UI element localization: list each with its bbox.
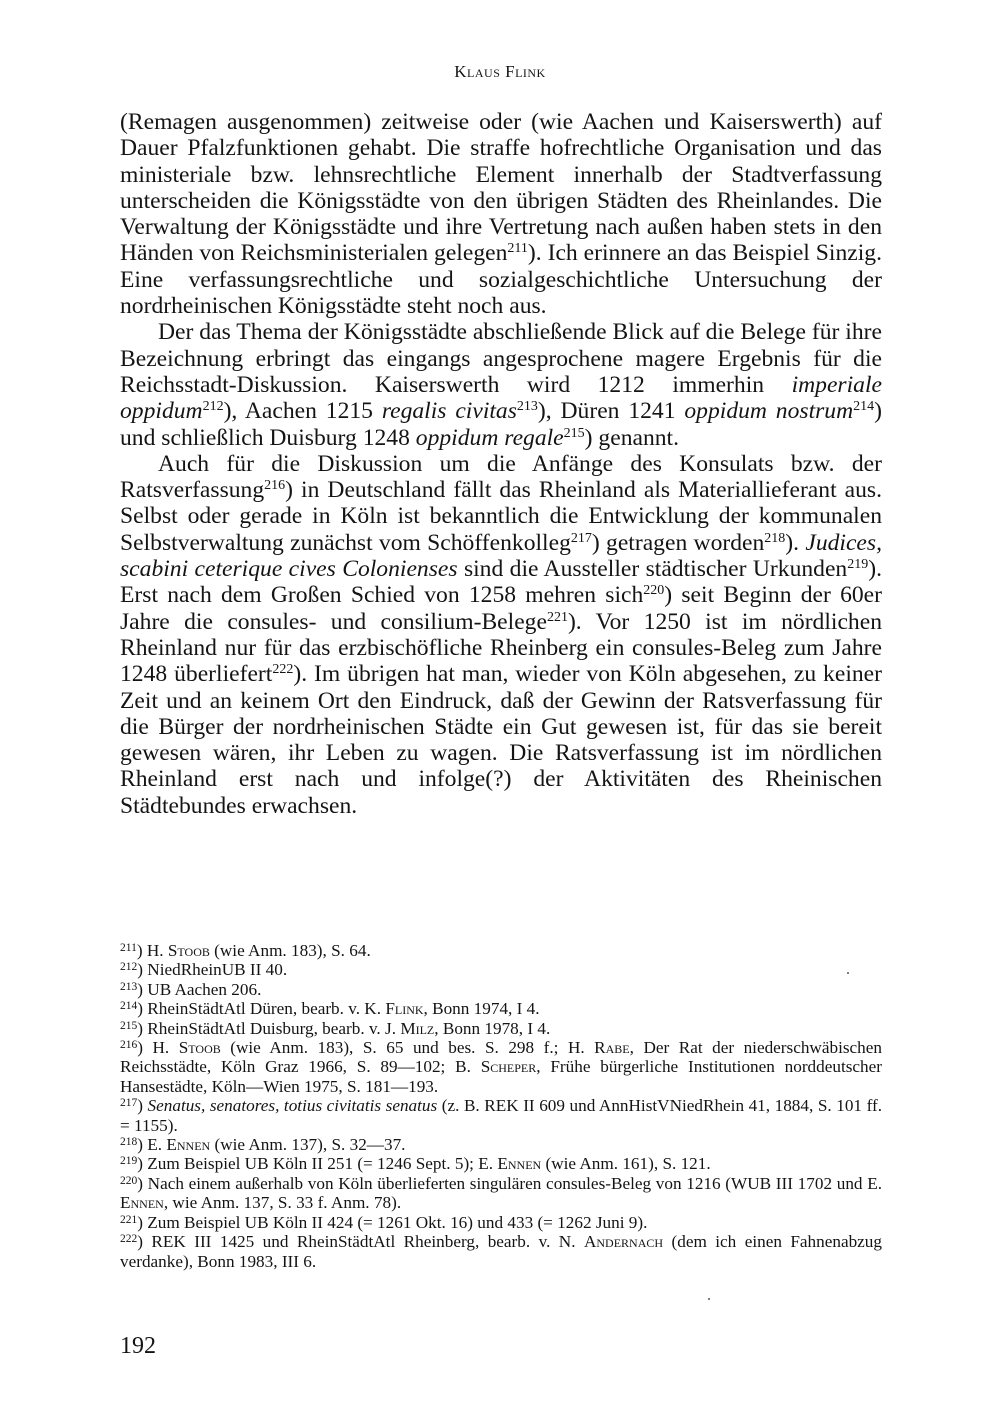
text-run: ). Ich erinnere an das Beispiel Sinzig. Eine verfassungsrechtliche und sozialgeschichtliche Untersuchung der nordrheinischen Königsstädte steht noch aus. [120, 240, 882, 320]
footnote-217: $^{217}$) Senatus, senatores, totius civitatis senatus (z. B. REK II 609 und AnnHistVNiedRhein 41, 1884, S. 101 ff. = 1155). [120, 1096, 883, 1135]
footnote-218: $^{218}$) E. Ennen (wie Anm. 137), S. 32—37. [120, 1135, 406, 1155]
latin-term: Senatus, senatores, totius civitatis senatus [147, 1096, 438, 1116]
footnote-216: $^{216}$) H. Stoob (wie Anm. 183), S. 65 und bes. S. 298 f.; H. Rabe, Der Rat der niederschwäbischen Reichsstädte, Köln Graz 1966, S. 89—102; B. Scheper, Frühe bürgerliche Institutionen norddeutscher Hansestädte, Köln—Wien 1975, S. 181—193. [120, 1038, 883, 1096]
footnote-ref-211[interactable]: 211 [507, 241, 528, 257]
text-run: ) und schließlich Duisburg 1248 [120, 398, 883, 451]
footnote-221: $^{221}$) Zum Beispiel UB Köln II 424 (= 1261 Okt. 16) und 433 (= 1262 Juni 9). [120, 1212, 648, 1232]
text-run: ) genannt. [584, 424, 680, 451]
text-run: (Remagen ausgenommen) zeitweise oder (wie Aachen und Kaiserswerth) auf Dauer Pfalzfunktionen gehabt. Die straffe hofrechtliche Organisation und das ministeriale bzw. lehnsrechtliche Element innerhalb der Stadtverfassung unterscheiden die Königsstädte von den übrigen Städten des Rheinlandes. Die Verwaltung der Königsstädte und ihre Vertretung nach außen haben stets in den Händen von Reichsministerialen gelegen [120, 109, 882, 267]
author-name: Andernach [583, 1232, 664, 1252]
footnotes [120, 941, 882, 1271]
footnote-213: $^{213}$) UB Aachen 206. [120, 979, 262, 999]
footnote-number: 211 [120, 942, 137, 954]
text-run: ), Aachen 1215 [223, 398, 382, 425]
footnote-ref-219[interactable]: 219 [847, 557, 869, 573]
footnote-211: $^{211}$) H. Stoob (wie Anm. 183), S. 64. [120, 941, 371, 960]
footnote-text: RheinStädtAtl Duisburg, bearb. v. J. [147, 1018, 401, 1038]
footnote-text: (dem ich einen Fahnenabzug verdanke), Bonn 1983, III 6. [120, 1232, 882, 1271]
latin-term: imperiale oppidum [120, 371, 882, 425]
footnote-ref-220[interactable]: 220 [643, 583, 665, 599]
text-run: Auch für die Diskussion um die Anfänge des Konsulats bzw. der Ratsverfassung [120, 450, 882, 504]
text-run: ) getragen worden [591, 529, 765, 556]
footnote-number: 217 [120, 1097, 138, 1110]
page-number: 192 [120, 1333, 156, 1359]
footnote-number: 221 [120, 1213, 138, 1226]
footnote-214: $^{214}$) RheinStädtAtl Düren, bearb. v. K. Flink, Bonn 1974, I 4. [120, 999, 540, 1019]
text-run: ). Vor 1250 ist im nördlichen Rheinland nur für das erzbischöfliche Rheinberg ein consules-Beleg zum Jahre 1248 überliefert [120, 608, 882, 688]
footnote-text: , Frühe bürgerliche Institutionen norddeutscher Hansestädte, Köln—Wien 1975, S. 181—193. [120, 1057, 883, 1096]
scan-speck [708, 1298, 710, 1300]
footnote-ref-212[interactable]: 212 [202, 399, 224, 415]
latin-term: oppidum nostrum [684, 398, 854, 425]
main-text [120, 109, 882, 819]
footnote-number: 222 [120, 1233, 138, 1246]
text-run: ) in Deutschland fällt das Rheinland als Materiallieferant aus. Selbst oder gerade in Köln ist bekanntlich die Entwicklung der kommunalen Selbstverwaltung zunächst vom Schöffenkolleg [120, 477, 882, 556]
text-run: ). [785, 529, 806, 556]
footnote-text: Zum Beispiel UB Köln II 251 (= 1246 Sept. 5); E. [147, 1154, 498, 1174]
scan-speck [847, 972, 849, 974]
footnote-text: , Der Rat der niederschwäbischen Reichsstädte, Köln Graz 1966, S. 89—102; B. [120, 1038, 882, 1077]
text-run: Der das Thema der Königsstädte abschließende Blick auf die Belege für ihre Bezeichnung erbringt das eingangs angesprochene magere Ergebnis für die Reichsstadt-Diskussion. Kaiserswerth wird 1212 immerhin [120, 319, 882, 398]
footnote-number: 218 [120, 1136, 138, 1149]
text-run: sind die Aussteller städtischer Urkunden [457, 556, 848, 583]
footnote-ref-214[interactable]: 214 [853, 399, 875, 415]
author-name: H. Stoob [146, 941, 210, 960]
footnote-text: , Bonn 1974, I 4. [423, 999, 540, 1019]
footnote-215: $^{215}$) RheinStädtAtl Duisburg, bearb. v. J. Milz, Bonn 1978, I 4. [120, 1018, 551, 1038]
footnote-222: $^{222}$) REK III 1425 und RheinStädtAtl Rheinberg, bearb. v. N. Andernach (dem ich einen Fahnenabzug verdanke), Bonn 1983, III 6. [120, 1232, 882, 1271]
author-name: H. Stoob [152, 1038, 221, 1058]
text-run: ), Düren 1241 [537, 398, 685, 425]
footnote-220: $^{220}$) Nach einem außerhalb von Köln überlieferten singulären consules-Beleg von 1216 (WUB III 1702 und E. Ennen, wie Anm. 137, S. 33 f. Anm. 78). [120, 1173, 882, 1213]
footnote-number: 216 [120, 1039, 138, 1052]
footnote-ref-218[interactable]: 218 [764, 530, 786, 546]
footnote-ref-213[interactable]: 213 [516, 399, 538, 415]
latin-term: Judices, scabini ceterique cives Colonienses [120, 529, 882, 583]
text-run: ). Erst nach dem Großen Schied von 1258 mehren sich [120, 556, 882, 609]
text-run: ). Im übrigen hat man, wieder von Köln abgesehen, zu keiner Zeit und an keinem Ort den Eindruck, daß der Gewinn der Ratsverfassung für die Bürger der nordrheinischen Städte ein Gut gewesen ist, für das sie bereit gewesen wären, ihr Leben zu wagen. Die Ratsverfassung ist im nördlichen Rheinland erst nach und infolge(?) der Aktivitäten des Rheinischen Städtebundes erwachsen. [120, 661, 882, 819]
footnote-text: (wie Anm. 137), S. 32—37. [210, 1135, 406, 1155]
footnote-number: 219 [120, 1155, 138, 1168]
latin-term: oppidum regale [415, 424, 564, 451]
footnote-text: UB Aachen 206. [147, 979, 262, 999]
footnote-212: $^{212}$) NiedRheinUB II 40. [120, 960, 288, 980]
footnote-text: , wie Anm. 137, S. 33 f. Anm. 78). [163, 1193, 402, 1213]
footnote-219: $^{219}$) Zum Beispiel UB Köln II 251 (= 1246 Sept. 5); E. Ennen (wie Anm. 161), S. 121. [120, 1154, 711, 1174]
paragraph-3 [120, 451, 882, 819]
footnote-number: 213 [120, 980, 138, 993]
author-name: Flink [385, 999, 424, 1019]
author-name: Ennen [166, 1135, 211, 1155]
paragraph-2 [120, 319, 882, 450]
footnote-number: 212 [120, 961, 138, 974]
footnote-ref-222[interactable]: 222 [272, 662, 294, 678]
footnote-ref-217[interactable]: 217 [570, 530, 592, 546]
footnote-text: REK III 1425 und RheinStädtAtl Rheinberg, bearb. v. N. [151, 1232, 584, 1252]
footnote-text: (wie Anm. 183), S. 65 und bes. S. 298 f.; H. [220, 1038, 595, 1058]
footnote-text: (wie Anm. 183), S. 64. [209, 941, 371, 960]
footnote-text: (z. B. REK II 609 und AnnHistVNiedRhein 41, 1884, S. 101 ff. = 1155). [120, 1096, 883, 1135]
author-name: Rabe [594, 1038, 630, 1058]
footnote-ref-215[interactable]: 215 [563, 425, 585, 441]
footnote-text: E. [147, 1135, 167, 1155]
author-name: Scheper [480, 1057, 537, 1077]
footnote-text: Nach einem außerhalb von Köln überlieferten singulären consules-Beleg von 1216 (WUB III 1702 und E. [147, 1173, 882, 1193]
latin-term: regalis civitas [381, 398, 517, 425]
footnote-text: NiedRheinUB II 40. [147, 960, 288, 980]
author-name: Ennen [497, 1154, 542, 1174]
paragraph-1 [120, 109, 882, 319]
footnote-number: 220 [120, 1174, 138, 1187]
running-head: Klaus Flink [454, 62, 546, 81]
footnote-text: (wie Anm. 161), S. 121. [541, 1154, 711, 1174]
footnote-ref-216[interactable]: 216 [264, 478, 286, 494]
author-name: Milz [400, 1018, 435, 1038]
footnote-number: 214 [120, 1000, 138, 1013]
text-run: ) seit Beginn der 60er Jahre die consules- und consilium-Belege [120, 582, 883, 635]
footnote-text: Zum Beispiel UB Köln II 424 (= 1261 Okt. 16) und 433 (= 1262 Juni 9). [147, 1212, 648, 1232]
footnote-number: 215 [120, 1019, 138, 1032]
footnote-ref-221[interactable]: 221 [546, 609, 568, 625]
footnote-text: RheinStädtAtl Düren, bearb. v. K. [147, 999, 386, 1019]
author-name: Ennen [120, 1193, 164, 1213]
footnote-text: , Bonn 1978, I 4. [434, 1018, 551, 1038]
